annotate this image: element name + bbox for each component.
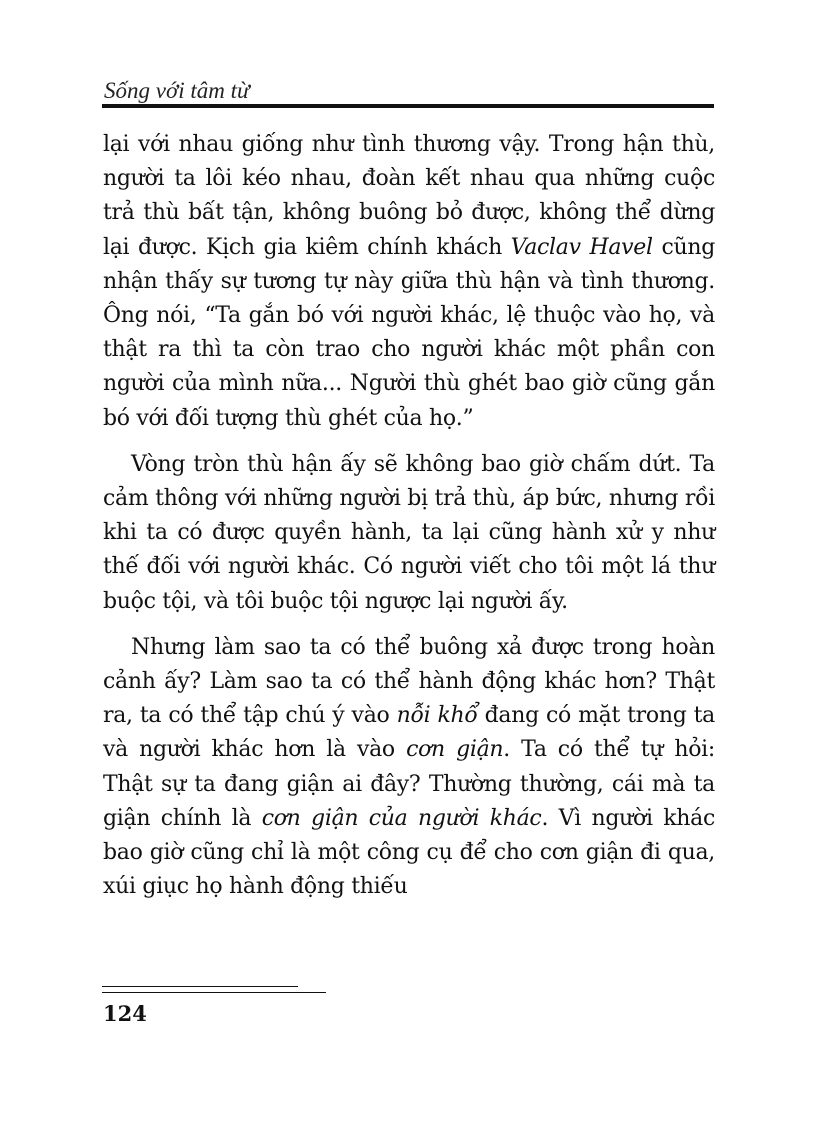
page-number: 124 xyxy=(103,1001,147,1026)
paragraph-1-name-italic: Vaclav Havel xyxy=(510,234,653,260)
footer-rule-short xyxy=(102,986,298,987)
running-header-title: Sống với tâm từ xyxy=(104,78,250,103)
paragraph-3 xyxy=(103,631,715,905)
paragraph-1 xyxy=(103,128,715,436)
body-text xyxy=(103,128,715,904)
header-rule xyxy=(102,104,714,108)
paragraph-1-text: lại với nhau giống như tình thương vậy. Trong hận thù, người ta lôi kéo nhau, đoàn kết nhau qua những cuộc trả thù bất tận, không buông bỏ được, không thể dừng lại được. Kịch gia kiêm chính khách xyxy=(103,132,715,260)
paragraph-3-text-cont-3: . Vì người khác bao giờ cũng chỉ là một công cụ để cho cơn giận đi qua, xúi giục họ hành động thiếu xyxy=(103,805,715,900)
paragraph-3-italic-others-anger: cơn giận của người khác xyxy=(261,805,542,831)
paragraph-3-text-cont: đang có mặt trong ta và người khác hơn là vào xyxy=(103,703,715,763)
paragraph-1-text-cont: cũng nhận thấy sự tương tự này giữa thù hận và tình thương. Ông nói, “Ta gắn bó với người khác, lệ thuộc vào họ, và thật ra thì ta còn trao cho người khác một phần con người của mình nữa... Người thù ghét bao giờ cũng gắn bó với đối tượng thù ghét của họ.” xyxy=(103,234,715,431)
paragraph-2 xyxy=(103,448,715,619)
paragraph-3-italic-suffering: nỗi khổ xyxy=(396,703,478,729)
paragraph-3-italic-anger: cơn giận xyxy=(406,737,504,763)
paragraph-3-text: Nhưng làm sao ta có thể buông xả được trong hoàn cảnh ấy? Làm sao ta có thể hành động khác hơn? Thật ra, ta có thể tập chú ý vào xyxy=(103,634,715,729)
paragraph-3-text-cont-2: . Ta có thể tự hỏi: Thật sự ta đang giận ai đây? Thường thường, cái mà ta giận chính là xyxy=(103,737,716,831)
footer-rule-long xyxy=(102,992,326,993)
paragraph-2-text: Vòng tròn thù hận ấy sẽ không bao giờ chấm dứt. Ta cảm thông với những người bị trả thù, áp bức, nhưng rồi khi ta có được quyền hành, ta lại cũng hành xử y như thế đối với người khác. Có người viết cho tôi một lá thư buộc tội, và tôi buộc tội ngược lại người ấy. xyxy=(103,451,715,614)
